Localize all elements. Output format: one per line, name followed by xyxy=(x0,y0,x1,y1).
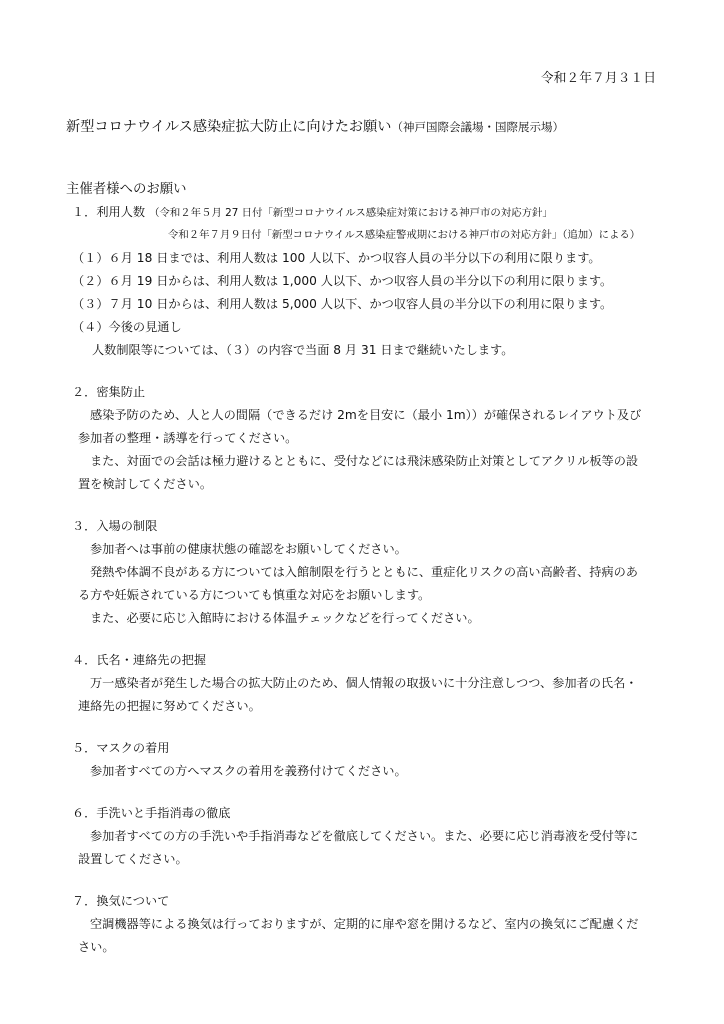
list-item: （２）６月 19 日からは、利用人数は 1,000 人以下、かつ収容人員の半分以下の利用に限ります。 xyxy=(72,274,613,288)
section-heading: ５．マスクの着用 xyxy=(72,741,170,755)
paragraph-line: 参加者の整理・誘導を行ってください。 xyxy=(78,431,298,445)
paragraph-line: 万一感染者が発生した場合の拡大防止のため、個人情報の取扱いに十分注意しつつ、参加者の氏名・ xyxy=(90,676,638,690)
paragraph-line: 参加者へは事前の健康状態の確認をお願いしてください。 xyxy=(90,542,407,556)
title-venue: （神戸国際会議場・国際展示場） xyxy=(391,120,564,134)
section-heading: １．利用人数 xyxy=(72,205,146,219)
section1-heading-line xyxy=(72,204,553,221)
subheading: 主催者様へのお願い xyxy=(66,182,187,197)
list-item: （４）今後の見通し xyxy=(72,320,182,334)
paragraph-line: さい。 xyxy=(78,940,115,954)
paragraph-line: 参加者すべての方の手洗いや手指消毒などを徹底してください。また、必要に応じ消毒液を受付等に xyxy=(90,829,639,843)
list-item: （３）７月 10 日からは、利用人数は 5,000 人以下、かつ収容人員の半分以下の利用に限ります。 xyxy=(72,297,613,311)
paragraph-line: 発熱や体調不良がある方については入館制限を行うとともに、重症化リスクの高い高齢者、持病のあ xyxy=(90,565,638,579)
section-heading: ６．手洗いと手指消毒の徹底 xyxy=(72,806,231,820)
section1-reference-2: 令和２年７月９日付「新型コロナウイルス感染症警戒期における神戸市の対応方針」（追加）による） xyxy=(168,229,641,241)
section-heading: ２．密集防止 xyxy=(72,385,146,399)
title-main: 新型コロナウイルス感染症拡大防止に向けたお願い xyxy=(66,119,392,135)
paragraph-line: 感染予防のため、人と人の間隔（できるだけ 2mを目安に（最小 1m））が確保されるレイアウト及び xyxy=(90,408,642,422)
document-date: 令和２年７月３１日 xyxy=(540,71,656,86)
list-item: （１）６月 18 日までは、利用人数は 100 人以下、かつ収容人員の半分以下の利用に限ります。 xyxy=(72,251,601,265)
paragraph-line: 参加者すべての方へマスクの着用を義務付けてください。 xyxy=(90,764,407,778)
paragraph-line: また、対面での会話は極力避けるとともに、受付などには飛沫感染防止対策としてアクリル板等の設 xyxy=(90,454,639,468)
document-title xyxy=(66,118,564,136)
paragraph-line: る方や妊娠されている方についても慎重な対応をお願いします。 xyxy=(78,588,431,602)
section-heading: ７．換気について xyxy=(72,894,170,908)
section1-reference-1: （令和２年５月 27 日付「新型コロナウイルス感染症対策における神戸市の対応方針」 xyxy=(149,207,553,219)
paragraph-line: 人数制限等については、（３）の内容で当面 8 月 31 日まで継続いたします。 xyxy=(92,343,514,357)
paragraph-line: 連絡先の把握に努めてください。 xyxy=(78,699,261,713)
section-heading: ３．入場の制限 xyxy=(72,519,158,533)
paragraph-line: 空調機器等による換気は行っておりますが、定期的に扉や窓を開けるなど、室内の換気にご配慮くだ xyxy=(90,917,639,931)
paragraph-line: 置を検討してください。 xyxy=(78,477,213,491)
paragraph-line: 設置してください。 xyxy=(78,852,188,866)
section-heading: ４．氏名・連絡先の把握 xyxy=(72,653,207,667)
paragraph-line: また、必要に応じ入館時における体温チェックなどを行ってください。 xyxy=(90,611,480,625)
